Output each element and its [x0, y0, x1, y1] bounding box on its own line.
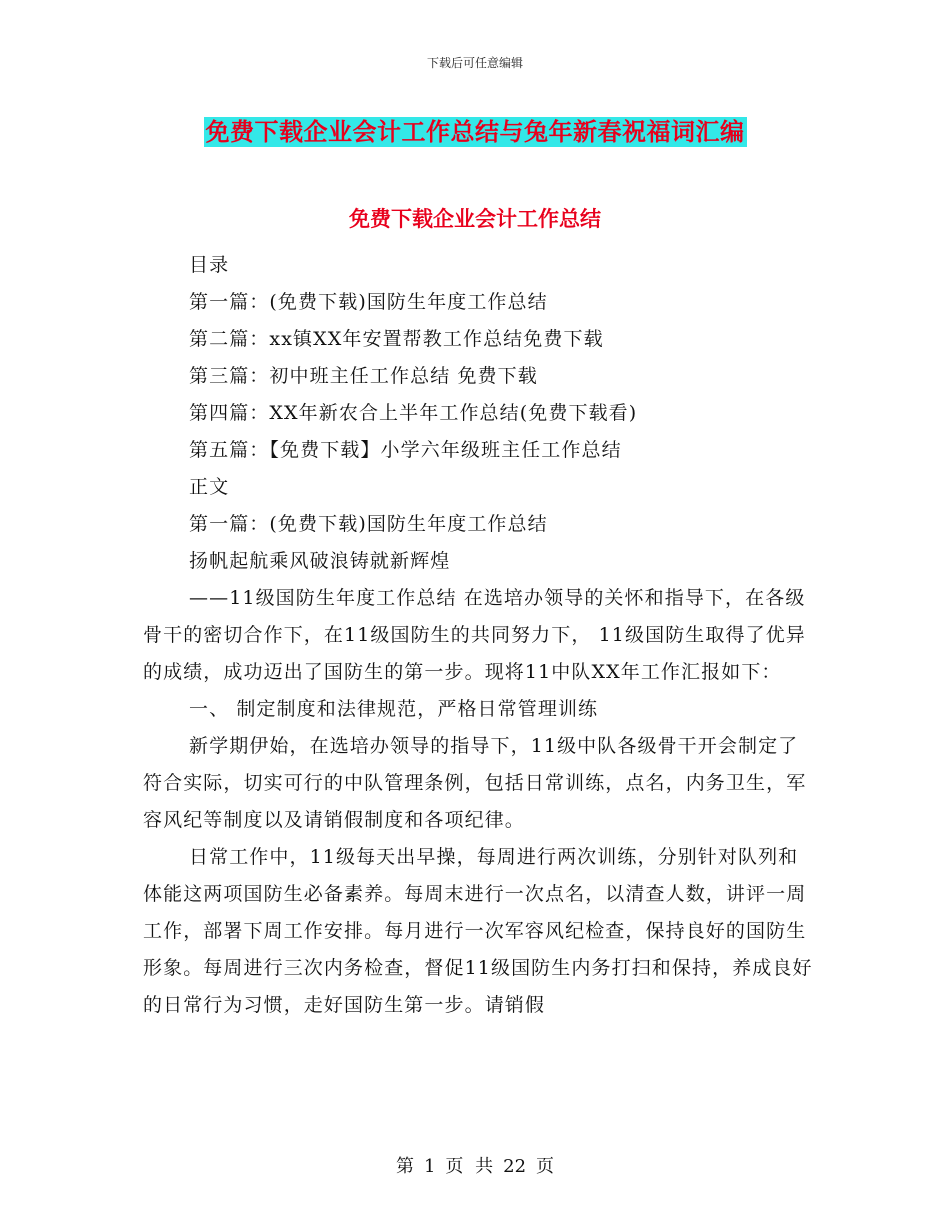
- footer-prefix: 第: [395, 1156, 414, 1177]
- footer-middle: 页 共: [445, 1156, 494, 1177]
- footer-total-pages: 22: [503, 1156, 527, 1177]
- toc-item: 第二篇：xx镇XX年安置帮教工作总结免费下载: [189, 328, 604, 350]
- article-title: 第一篇：(免费下载)国防生年度工作总结: [189, 513, 548, 535]
- toc-heading: 目录: [189, 254, 230, 276]
- header-note: 下载后可任意编辑: [426, 56, 523, 70]
- document-body: [143, 247, 813, 1024]
- paragraph: ——11级国防生年度工作总结 在选培办领导的关怀和指导下，在各级骨干的密切合作下，在11级国防生的共同努力下， 11级国防生取得了优异的成绩，成功迈出了国防生的第一步。现将11中队XX年工作汇报如下：: [143, 587, 806, 683]
- footer-page-number: 1: [423, 1156, 436, 1177]
- paragraph: 新学期伊始，在选培办领导的指导下，11级中队各级骨干开会制定了符合实际，切实可行的中队管理条例，包括日常训练，点名，内务卫生，军容风纪等制度以及请销假制度和各项纪律。: [143, 735, 807, 831]
- footer-suffix: 页: [536, 1156, 555, 1177]
- paragraph: 日常工作中，11级每天出早操，每周进行两次训练，分别针对队列和体能这两项国防生必备素养。每周末进行一次点名，以清查人数，讲评一周工作，部署下周工作安排。每月进行一次军容风纪检查，保持良好的国防生形象。每周进行三次内务检查，督促11级国防生内务打扫和保持，养成良好的日常行为习惯，走好国防生第一步。请销假: [143, 846, 813, 1016]
- page-footer: [0, 1152, 950, 1178]
- section-title: 免费下载企业会计工作总结: [349, 207, 601, 231]
- article-subtitle: 扬帆起航乘风破浪铸就新辉煌: [189, 550, 451, 572]
- toc-item: 第一篇：(免费下载)国防生年度工作总结: [189, 291, 548, 313]
- body-heading: 正文: [189, 476, 230, 498]
- toc-item: 第四篇：XX年新农合上半年工作总结(免费下载看): [189, 402, 638, 424]
- paragraph-heading: 一、 制定制度和法律规范，严格日常管理训练: [189, 698, 599, 720]
- main-title-text: 免费下载企业会计工作总结与兔年新春祝福词汇编: [205, 118, 745, 146]
- toc-item: 第三篇：初中班主任工作总结 免费下载: [189, 365, 538, 387]
- document-main-title: [0, 112, 950, 147]
- toc-item: 第五篇：【免费下载】小学六年级班主任工作总结: [189, 439, 622, 461]
